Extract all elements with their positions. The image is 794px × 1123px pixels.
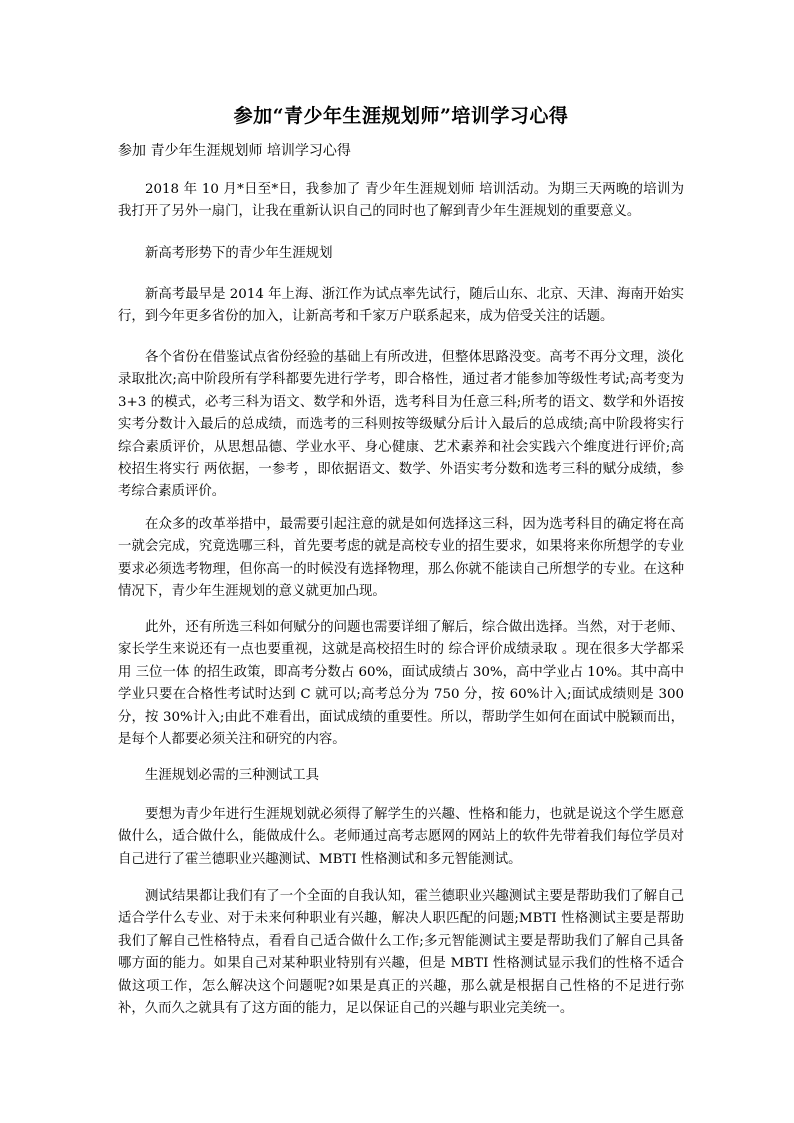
paragraph-reform-details: 各个省份在借鉴试点省份经验的基础上有所改进，但整体思路没变。高考不再分文理，淡化录取批次;高中阶段所有学科都要先进行学考，即合格性，通过者才能参加等级性考试;高考变为 3+3 的模式，必考三科为语文、数学和外语，选考科目为任意三科;所考的语文、数学和外语按实考分数计入最后的总成绩，而选考的三科则按等级赋分后计入最后的总成绩;高中阶段将实行综合素质评价，从思想品德、学业水平、身心健康、艺术素养和社会实践六个维度进行评价;高校招生将实行 两依据，一参考 ，即依据语文、数学、外语实考分数和选考三科的赋分成绩，参考综合素质评价。	[118, 350, 684, 500]
paragraph-new-gaokao-history: 新高考最早是 2014 年上海、浙江作为试点率先试行，随后山东、北京、天津、海南开始实行，到今年更多省份的加入，让新高考和千家万户联系起来，成为倍受关注的话题。	[118, 287, 684, 325]
document-subtitle: 参加 青少年生涯规划师 培训学习心得	[118, 143, 351, 159]
section-heading-testing-tools: 生涯规划必需的三种测试工具	[145, 768, 320, 783]
paragraph-subject-choice: 在众多的改革举措中，最需要引起注意的就是如何选择这三科，因为选考科目的确定将在高一就会完成，究竟选哪三科，首先要考虑的就是高校专业的招生要求，如果将来你所想学的专业要求必须选考物理，但你高一的时候没有选择物理，那么你就不能读自己所想学的专业。在这种情况下，青少年生涯规划的意义就更加凸现。	[118, 517, 684, 600]
paragraph-intro: 2018 年 10 月*日至*日，我参加了 青少年生涯规划师 培训活动。为期三天两晚的培训为我打开了另外一扇门，让我在重新认识自己的同时也了解到青少年生涯规划的重要意义。	[118, 182, 684, 220]
section-heading-new-gaokao: 新高考形势下的青少年生涯规划	[145, 246, 333, 261]
document-title: 参加“青少年生涯规划师”培训学习心得	[233, 105, 569, 127]
paragraph-scoring: 此外，还有所选三科如何赋分的问题也需要详细了解后，综合做出选择。当然，对于老师、家长学生来说还有一点也要重视，这就是高校招生时的 综合评价成绩录取 。现在很多大学都采用 三位一体 的招生政策，即高考分数占 60%，面试成绩占 30%，高中学业占 10%。其中高中学业只要在合格性考试时达到 C 就可以;高考总分为 750 分，按 60%计入;面试成绩则是 300 分，按 30%计入;由此不难看出，面试成绩的重要性。所以，帮助学生如何在面试中脱颖而出，是每个人都要必须关注和研究的内容。	[118, 620, 684, 748]
paragraph-test-results: 测试结果都让我们有了一个全面的自我认知，霍兰德职业兴趣测试主要是帮助我们了解自己适合学什么专业、对于未来何种职业有兴趣，解决人职匹配的问题;MBTI 性格测试主要是帮助我们了解自己性格特点，看看自己适合做什么工作;多元智能测试主要是帮助我们了解自己具备哪方面的能力。如果自己对某种职业特别有兴趣，但是 MBTI 性格测试显示我们的性格不适合做这项工作，怎么解决这个问题呢?如果是真正的兴趣，那么就是根据自己性格的不足进行弥补，久而久之就具有了这方面的能力，足以保证自己的兴趣与职业完美统一。	[118, 889, 684, 1017]
paragraph-student-interests: 要想为青少年进行生涯规划就必须得了解学生的兴趣、性格和能力，也就是说这个学生愿意做什么，适合做什么，能做成什么。老师通过高考志愿网的网站上的软件先带着我们每位学员对自己进行了霍兰德职业兴趣测试、MBTI 性格测试和多元智能测试。	[118, 807, 684, 867]
